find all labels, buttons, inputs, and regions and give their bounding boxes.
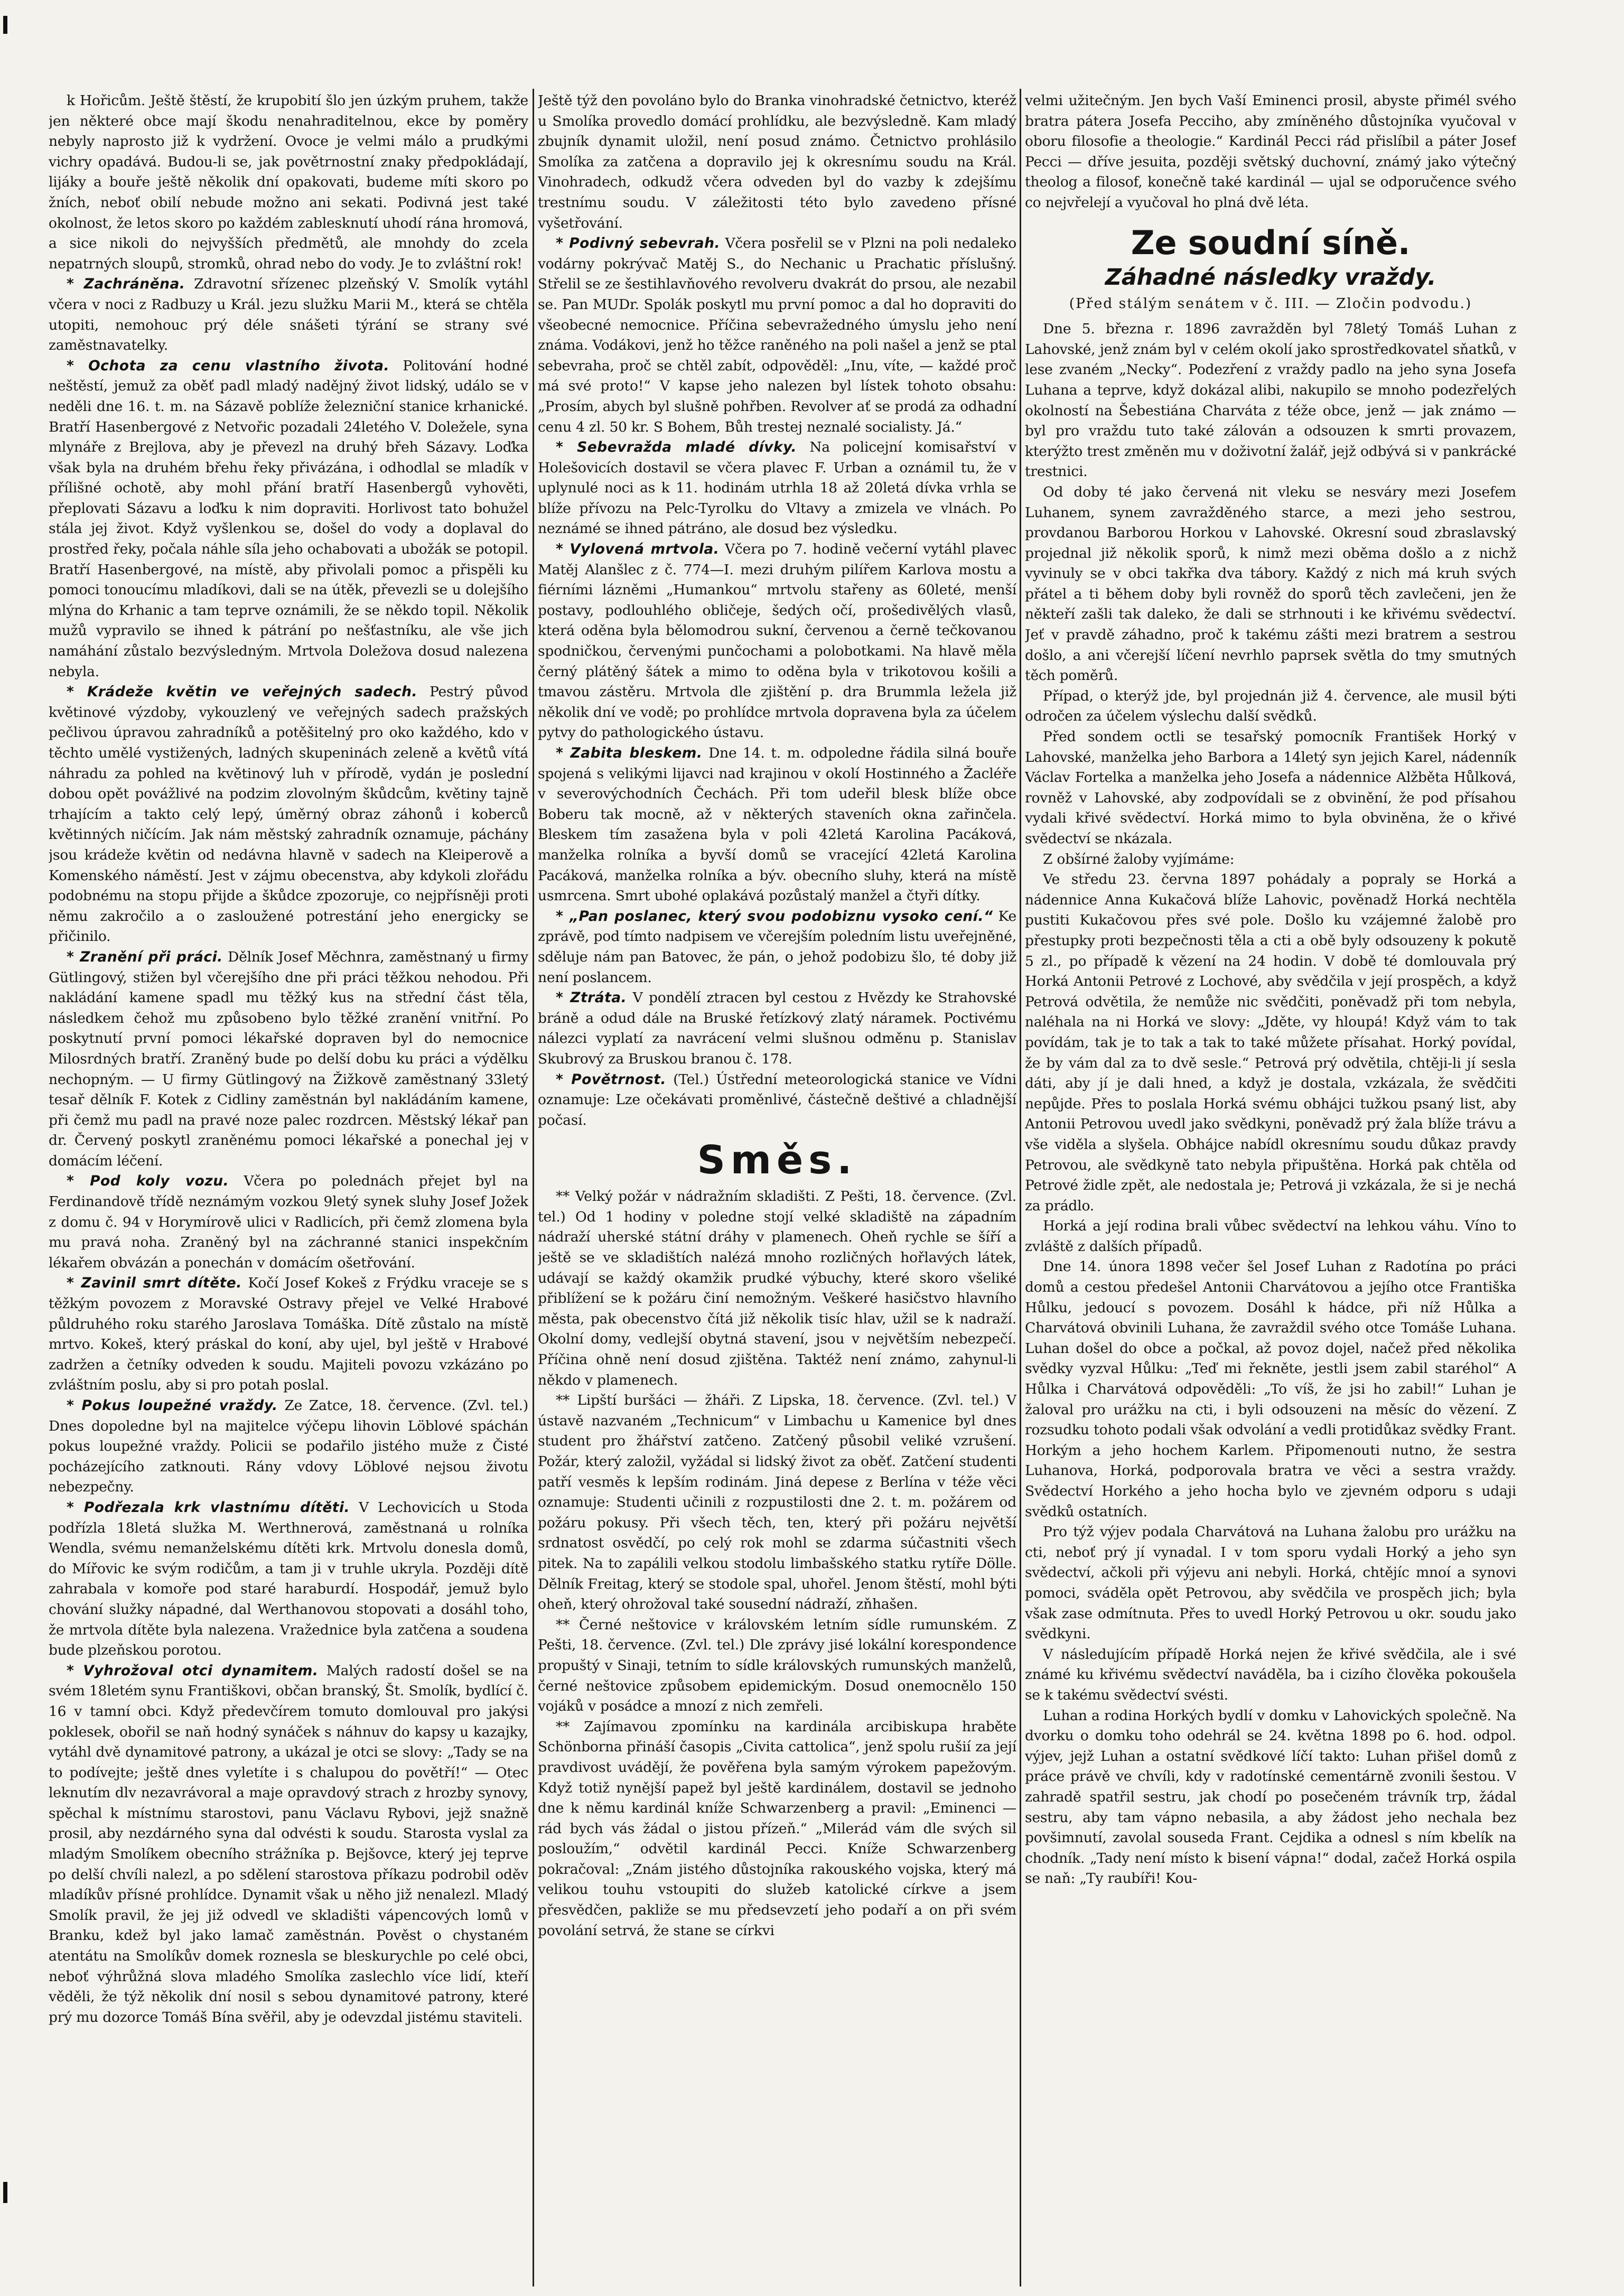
column-middle <box>538 91 1016 2283</box>
article-paragraph <box>1025 1522 1516 1645</box>
article-text: k Hořicům. Ještě štěstí, že krupobití šlo jen úzkým pruhem, takže jen některé obce mají škodu nenahraditelnou, ekce by poměry nebyly naprosto již k vydržení. Ovoce je velmi málo a prudkými vichry opadává. Budou-li se, jak povětrnostní znaky předpokládají, lijáky a bouře ještě několik dní opakovati, budeme míti skoro po žních, neboť obilí nebude možno ani sekati. Podivná jest také okolnost, že letos skoro po každém zablesknutí uhodí rána hromová, a sice nikoli do nejvyšších předmětů, ale mnohdy do zcela nepatrných sloupů, stromků, ohrad nebo do vody. Je to zvláštní rok! <box>49 92 528 272</box>
article-text: Včera po polednách přejet byl na Ferdinandově třídě neznámým vozkou 9letý synek sluhy Josef Jožek z domu č. 94 v Horymírově ulici v Radlicích, při čemž zlomena byla mu pravá noha. Zraněný byl na záchranné stanici inspekčním lékařem obvázán a ponechán v domácím ošetřování. <box>49 1173 528 1271</box>
article-text: Ze Zatce, 18. července. (Zvl. tel.) Dnes dopoledne byl na majitelce výčepu lihovin Löblové spáchán pokus loupežné vraždy. Policii se podařilo jistého muže z Čisté pocházejícího zatknouti. Rány vdovy Löblové nejsou životu nebezpečny. <box>49 1397 528 1496</box>
section-note: (Před stálým senátem v č. III. — Zločin podvodu.) <box>1069 295 1472 312</box>
article-paragraph <box>538 1390 1016 1615</box>
section-title-smes: Směs. <box>697 1137 857 1183</box>
article-text: V pondělí ztracen byl cestou z Hvězdy ke Strahovské bráně a odud dále na Bruské řetízkový zlatý náramek. Poctivému nálezci vyplatí za navrácení velmi slušnou odměnu p. Stanislav Skubrový za Bruskou branou č. 178. <box>538 990 1016 1067</box>
article-text: velmi užitečným. Jen bych Vaší Eminenci prosil, abyste přimél svého bratra pátera Josefa Pecciho, aby zmíněného důstojníka vyučoval v oboru filosofie a theologie.“ Kardinál Pecci rád přislíbil a páter Josef Pecci — dříve jesuita, později světský duchovní, známý jako výtečný theolog a filosof, konečně také kardinál — ujal se odporučence svého co nejvřelejí a vyučoval ho plná dvě léta. <box>1025 92 1516 211</box>
article-headline: * Podivný sebevrah. <box>556 235 721 252</box>
article-headline: * Ztráta. <box>556 990 627 1006</box>
article-paragraph <box>538 1187 1016 1390</box>
article-text: Luhan a rodina Horkých bydlí v domku v Lahovických společně. Na dvorku o domku toho odehrál se 24. května 1898 po 6. hod. odpol. výjev, jejž Luhan a ostatní svědkové líčí takto: Luhan přišel domů z práce právě ve chvíli, kdy v radotínské cementárně zvonili šestou. V zahradě spatřil sestru, jak chodí po posečeném trávník trp, žádal sestru, aby tam vápno nebasila, a aby žádost jeho nechala bez povšimnutí, zavolal souseda Frant. Cejdika a odnesl s ním kbelík na chodník. „Tady není místo k bisení vápna!“ dodal, začež Horká ospila se naň: „Ty raubíři! Kou- <box>1025 1707 1516 1887</box>
article-headline: * Sebevražda mladé dívky. <box>556 439 797 456</box>
article-paragraph <box>49 1396 528 1498</box>
article-headline: * Vyhrožoval otci dynamitem. <box>67 1662 319 1679</box>
article-headline: * Zachráněna. <box>67 276 185 293</box>
article-text: ** Černé neštovice v královském letním sídle rumunském. Z Pešti, 18. července. (Zvl. tel.) Dle zprávy jisé lokální korespondence propuštý v Sinaji, tetním to sídle královských rumunských manželů, černé neštovice způsobem epidemickým. Dosud onemocnělo 150 vojáků v posádce a mnozí z nich zemřeli. <box>538 1616 1016 1715</box>
article-paragraph <box>1025 686 1516 727</box>
column-right <box>1025 91 1516 2283</box>
article-paragraph <box>538 1615 1016 1717</box>
section-title: Ze soudní síně. <box>1131 223 1411 262</box>
article-headline: * Zavinil smrt dítěte. <box>67 1275 242 1292</box>
article-text: Od doby té jako červená nit vleku se nesváry mezi Josefem Luhanem, synem zavražděného starce, a mezi jeho sestrou, provdanou Barborou Horkou v Lahovské. Okresní soud zbraslavský projednal již několik sporů, k nimž mezi oběma došlo a z nichž vyvinuly se v obci takřka dva tábory. Každý z nich má kruh svých přátel a ti během doby byli rovněž do sporů těch zavlečeni, jen že někteří zašli tak daleko, že dali se strhnouti i ke křivému svědectví. Jeť v pravdě záhadno, proč k takému zášti mezi bratrem a sestrou došlo, a ani včerejší líčení nevrhlo paprsek světla do tmy smutných těch poměrů. <box>1025 483 1516 684</box>
article-headline: * „Pan poslanec, který svou podobiznu vysoko cení.“ <box>556 908 993 925</box>
article-paragraph <box>1025 870 1516 1216</box>
article-paragraph <box>49 947 528 1172</box>
article-paragraph <box>49 1661 528 2028</box>
article-paragraph <box>49 1498 528 1661</box>
article-headline: * Zabita bleskem. <box>556 745 703 761</box>
article-text: ** Velký požár v nádražním skladišti. Z Pešti, 18. července. (Zvl. tel.) Od 1 hodiny v poledne stojí velké skladiště na západním nádraží uherské státní dráhy v plamenech. Oheň rychle se šíří a ještě se ve skladištích nalézá mnoho rozličných hořlavých látek, udávají se každý okamžik prudké výbuchy, které skoro všeliké přiblížení se k požáru činí nemožným. Veškeré hasičstvo hlavního města, pak obecenstvo čítá již několik tisíc hlav, užil se k nadraží. Okolní domy, vedlejší obytná stavení, jsou v největším nebezpečí. Příčina ohně není dosud zjištěna. Taktéž není známo, zahynul-li někdo v plamenech. <box>538 1188 1016 1388</box>
article-text: Zdravotní sřízenec plzeňský V. Smolík vytáhl včera v noci z Radbuzy u Král. jezu služku Marii M., která se chtěla utopiti, nemohouc prý déle snášeti týrání se strany své zaměstnavatelky. <box>49 276 528 354</box>
article-text: Ještě týž den povoláno bylo do Branka vinohradské četnictvo, kteréž u Smolíka provedlo domácí prohlídku, ale bezvýsledně. Kam mladý zbujník dynamit uložil, není posud známo. Četnictvo prohlásilo Smolíka za zatčena a dopravilo jej k okresnímu soudu na Král. Vinohradech, odkudž včera odveden byl do vazby k zdejšímu trestnímu soudu. V záležitosti této bylo zavedeno přísné vyšetřování. <box>538 92 1016 231</box>
article-text: Včera posřelil se v Plzni na poli nedaleko vodárny pokrývač Matěj S., do Nechanic u Prachatic příslušný. Střelil se ze šestihlavňového revolveru dvakrát do prsou, ale nezabil se. Pan MUDr. Spolák poskytl mu první pomoc a dal ho dopraviti do všeobecné nemocnice. Příčina sebevražedného úmyslu jeho není známa. Vodákovi, jenž ho těžce raněného na poli našel a jenž se ptal sebevraha, proč se chtěl zabít, odpověděl: „Inu, víte, — každé proč má své proto!“ V kapse jeho nalezen byl lístek tohoto obsahu: „Prosím, abych byl slušně pohřben. Revolver ať se prodá za odhadní cenu 4 zl. 50 kr. S Bohem, Bůh trestej neznalé socialisty. Já.“ <box>538 235 1016 435</box>
article-text: Pestrý původ květinové výzdoby, vykouzlený ve veřejných sadech pražských pečlivou úpravou zahradníků a potěšitelný pro oko každého, kdo v těchto umělé vystižených, ladných skupeninách zeleně a květů vítá náhradu za pohled na květinový luh v přírodě, vydán je poslední dobou opět povážlivé na podzim zlovolným škůdcům, květiny tajně trhajícím a takto celý lepý, úměrný obraz záhonů i koberců květinných ničícím. Jak nám městský zahradník oznamuje, páchány jsou krádeže květin od nedávna hlavně v sadech na Kleiperově a Komenského náměstí. Jest v zájmu obecenstva, aby kdykoli zlořádu podobnému na stopu přijde a škůdce zpozoruje, co nejpřísněji proti němu zakročilo a o zasloužené potrestání jeho energicky se přičinilo. <box>49 684 528 945</box>
article-text: ** Lipští buršáci — žháři. Z Lipska, 18. července. (Zvl. tel.) V ústavě nazvaném „Technicum“ v Limbachu u Kamenice byl dnes student pro žhářství zatčeno. Zatčený působil veliké vzrušení. Požár, který založil, vyžádal si lidský život za oběť. Zatčení studenti patří vesměs k lepším rodinám. Jiná depese z Berlína v téže věci oznamuje: Studenti učinili z rozpustilosti dne 2. t. m. požárem od požáru pokusy. Při všech těch, ten, který při požáru největší srdnatost osvědčí, po celý rok mohl se zdarma súčastniti všech pitek. Na to zapálili velkou stodolu limbašského statku rytíře Dölle. Dělník Freitag, který se stodole spal, uhořel. Jenom štěstí, mohl býti oheň, který ohrožoval také sousední nádraží, zňhašen. <box>538 1392 1016 1613</box>
article-text: (Tel.) Ústřední meteorologická stanice ve Vídni oznamuje: Lze očekávati proměnlivé, částečně deštivé a chladnější počasí. <box>538 1071 1016 1128</box>
article-text: Dne 5. března r. 1896 zavražděn byl 78letý Tomáš Luhan z Lahovské, jenž znám byl v celém okolí jako sprostředkovatel sňatků, v lese zvaném „Necky“. Podezření z vraždy padlo na jeho syna Josefa Luhana a teprve, když dokázal alibi, nakupilo se mnoho podezřelých okolností na Šebestiána Charváta z téže obce, jenž — jak známo — byl pro vraždu tuto také zálován a odsouzen k smrti provazem, kterýžto trest změněn mu v doživotní žalář, jejž odbývá si v pankrácké trestnici. <box>1025 321 1516 480</box>
article-text: Včera po 7. hodině večerní vytáhl plavec Matěj Alanšlec z č. 774—I. mezi druhým pilířem Karlova mostu a fiérními lázněmi „Humankou“ mrtvolu stařeny as 60leté, menší postavy, podlouhlého obličeje, šedých očí, prošedivělých vlasů, která oděna byla bělomodrou sukní, červenou a černě tečkovanou spodničkou, červenými punčochami a polobotkami. Na hlavě měla černý plátěný šátek a mimo to oděna byla v trikotovou košili a tmavou zástěru. Mrtvola dle zjištění p. dra Brummla ležela již několik dní ve vodě; po prohlídce mrtvola dopravena byla za účelem pytvy do pathologického ústavu. <box>538 541 1016 741</box>
article-paragraph <box>538 234 1016 437</box>
article-text: Na policejní komisařství v Holešovicích dostavil se včera plavec F. Urban a oznámil tu, že v uplynulé noci as k 11. hodinám utrhla 18 až 20letá dívka vrhla se blíže přívozu na Pelc-Tyrolku do Vltavy a zmizela ve vlnách. Po neznámé se ihned pátráno, ale dosud bez výsledku. <box>538 439 1016 537</box>
article-headline: * Ochota za cenu vlastního života. <box>67 357 390 374</box>
article-text: Malých radostí došel se na svém 18letém synu Františkovi, občan branský, Št. Smolík, bydlící č. 16 v tamní obci. Když předevčírem tomuto domlouval pro jakýsi poklesek, obořil se naň hodný synáček s náhnuv do kapsy u kazajky, vytáhl dvě dynamitové patrony, a ukázal je otci se slovy: „Tady se na to podívejte; ještě dnes vyletíte i s chalupou do povětří!“ — Otec leknutím dlv nezavrávoral a maje opravdový strach z hrozby synovy, spěchal k místnímu starostovi, panu Václavu Rybovi, jejž snažně prosil, aby nezdárného syna dal odvésti k soudu. Starosta vyslal za mladým Smolíkem obecního strážníka p. Bejšovce, který jej teprve po delší chvíli nalezl, a po sdělení starostova příkazu podrobil oděv mladíkův přísné prohlídce. Dynamit však u něho již nenalezl. Mladý Smolík pravil, že jej již odvedl ve skladišti vápencových lomů v Branku, kdež byl jako lamač zaměstnán. Pověst o chystaném atentátu na Smolíkův domek roznesla se bleskurychle po celé obci, neboť výhrůžná slova mladého Smolíka zaslechlo více lidí, kteří věděli, že týž několik dní nosil s sebou dynamitové patrony, které prý mu dozorce Tomáš Bína svěřil, aby je odevzdal jistému staviteli. <box>49 1662 528 2026</box>
article-paragraph <box>49 682 528 947</box>
article-paragraph <box>1025 91 1516 213</box>
article-paragraph <box>1025 727 1516 850</box>
article-text: Dne 14. t. m. odpoledne řádila silná bouře spojená s velikými lijavci nad krajinou v okolí Hostinného a Žacléře v severovýchodních Čechách. Při tom udeřil blesk blíže obce Boberu tak mocně, až v některých staveních okna zařinčela. Bleskem tím zasažena byla v poli 42letá Karolina Pacáková, manželka rolníka a byvší domů se vracející 42letá Karolina Pacáková, manželka rolníka a býv. obecního sluhy, která na místě usmrcena. Smrt ubohé oplakává pozůstalý manžel a čtyři dítky. <box>538 745 1016 904</box>
article-text: V Lechovicích u Stoda podřízla 18letá služka M. Werthnerová, zaměstnaná u rolníka Wendla, svému nemanželskému dítěti krk. Mrtvolu donesla domů, do Mířovic ke svým rodičům, a tam ji v truhle ukryla. Později dítě zahrabala v komoře pod staré haraburdí. Hospodář, jemuž bylo chování služky nápadné, dal Werthanovou stopovati a dosáhl toho, že mrtvola dítěte byla nalezena. Vražednice byla zatčena a soudena bude plzeňskou porotou. <box>49 1499 528 1659</box>
article-headline: * Krádeže květin ve veřejných sadech. <box>67 684 418 701</box>
article-text: Ve středu 23. června 1897 pohádaly a popraly se Horká a nádennice Anna Kukačová blíže Lahovic, pověnadž Horká nechtěla pustiti Kukačovou přes své pole. Došlo ku vzájemné žalobě pro přestupky proti bezpečnosti těla a cti a obě byly odsouzeny k pokutě 5 zl., po případě k vězení na 24 hodin. V době té domlouvala prý Horká Antonii Petrové z Lochové, aby svědčila v její prospěch, a když Petrová odvětila, že nemůže nic svědčiti, poněvadž při tom nebyla, naléhala na ni Horká ve slovy: „Jděte, vy hloupá! Když vám to tak povídám, tak je to tak a tak to také můžete přísahat. Horký povídal, že by vám dal za to dvě sesle.“ Petrová prý odvětila, chtěji-li jí sesla dáti, aby jí je dali hned, a když je dostala, vzkázala, že svědčiti nepůjde. Přes to poslala Horká svému obhájci tužkou psaný list, aby Antonii Petrovou uvedl jako svědkyni, poněvadž prý žala blíže trávu a vše viděla a slyšela. Obhájce nabídl okresnímu soudu důkaz pravdy Petrovou, ale svědkyně tato nebyla připuštěna. Horká pak chtěla od Petrové židle zpět, ale nedostala je; Petrová ji vzkázala, že si je nechá za prádlo. <box>1025 871 1516 1214</box>
article-paragraph <box>1025 319 1516 482</box>
article-text: Ke zprávě, pod tímto nadpisem ve včerejším poledním listu uveřejněné, sděluje nám pan Batovec, že pán, o jehož podobizu šlo, té doby již není poslancem. <box>538 908 1016 986</box>
article-paragraph <box>49 1273 528 1396</box>
article-paragraph <box>1025 850 1516 870</box>
article-paragraph <box>538 1717 1016 1942</box>
article-paragraph <box>1025 1706 1516 1889</box>
article-headline: * Podřezala krk vlastnímu dítěti. <box>67 1499 350 1516</box>
article-headline: * Zranění při práci. <box>67 948 223 965</box>
article-paragraph <box>538 743 1016 907</box>
article-text: Horká a její rodina brali vůbec svědectví na lehkou váhu. Víno to zvláště z dalších případů. <box>1025 1218 1516 1255</box>
article-paragraph <box>49 1171 528 1273</box>
article-paragraph <box>538 1070 1016 1131</box>
article-paragraph <box>1025 1257 1516 1522</box>
article-headline: * Pod koly vozu. <box>67 1173 229 1190</box>
article-text: Dělník Josef Měchnra, zaměstnaný u firmy Gütlingový, stižen byl včerejšího dne při práci těžkou nehodou. Při nakládání kamene spadl mu těžký kus na střední část těla, následkem čehož mu způsobeno bylo těžké zranění vnitřní. Po poskytnutí první pomoci lékařské dopraven byl do nemocnice Milosrdných bratří. Zraněný bude po delší dobu ku práci a výdělku nechopným. — U firmy Gütlingový na Žižkově zaměstnaný 33letý tesař dělník F. Kotek z Cidliny zaměstnán byl nakládáním kamene, při čemž mu padl na pravé noze palec rozdrcen. Městský lékař pan dr. Červený poskytl zraněnému pomoci lékařské a ponechal jej v domácím léčení. <box>49 948 528 1169</box>
column-left <box>49 91 528 2283</box>
article-paragraph <box>538 91 1016 234</box>
article-paragraph <box>538 907 1016 988</box>
article-text: Z obšírné žaloby vyjímáme: <box>1043 851 1235 867</box>
article-text: Pro týž výjev podala Charvátová na Luhana žalobu pro urážku na cti, neboť prý jí vynadal. I v tom sporu vydali Horký a jeho syn svědectví, ačkoli při výjevu ani nebyli. Horká, chtějíc mnoí a synovi pomoci, sváděla opět Petrovou, aby svědčila ve prospěch jich; byla však zase odmítnuta. Přes to uvedl Horký Petrovou u okr. soudu jako svědkyni. <box>1025 1524 1516 1642</box>
article-text: Politování hodné neštěstí, jemuž za oběť padl mladý nadějný život lidský, událo se v neděli dne 16. t. m. na Sázavě poblíže železniční stanice krhanické. Bratří Hasenbergové z Netvořic pozadali 24letého V. Doležele, syna mlynáře z Brejlova, aby je převezl na druhý břeh Sázavy. Loďka však byla na druhém břehu řeky přivázána, i odhodlal se mladík v přílišné ochotě, aby mohl přání bratří Hasenbergů vyhověti, přeplovati Sázavu a loďku k nim dopraviti. Horlivost tato bohužel stála jej život. Když vyšlenkou se, došel do vody a doplaval do prostřed řeky, počala náhle síla jeho ochabovati a ubožák se potopil. Bratří Hasenbergové, na místě, aby přivolali pomoc a přispěli ku pomoci tonoucímu mladíkovi, dali se na útěk, převezli se u dolejšího mlýna do Krhanic a tam teprve oznámili, že se někdo topil. Několik mužů vypravilo se ihned k pátrání po nešťastníku, ale vše jich namáhání zůstalo bezvýsledným. Mrtvola Doležova dosud nalezena nebyla. <box>49 357 528 680</box>
article-text: Případ, o kterýž jde, byl projednán již 4. července, ale musil býti odročen za účelem výslechu další svědků. <box>1025 687 1516 725</box>
column-rule-left <box>533 89 534 2286</box>
article-text: V následujícím případě Horká nejen že křivé svědčila, ale i své známé ku křivému svědectví naváděla, ba i cizího člověka pokoušela se k takému svědectví svésti. <box>1025 1646 1516 1703</box>
article-text: Dne 14. února 1898 večer šel Josef Luhan z Radotína po práci domů a cestou předešel Antonii Charvátovou a jejího otce Františka Hůlku, jedoucí s povozem. Dosáhl k hádce, při níž Hůlka a Charvátová obvinili Luhana, že zavraždil svého otce Tomáše Luhana. Luhan došel do obce a počkal, až povoz dojel, načež před několika svědky vyzval Hůlku: „Teď mi řekněte, jestli jsem zabil staréhol“ A Hůlka i Charvátová odpověděli: „To víš, že jsi ho zabil!“ Luhan je žaloval pro urážku na cti, i byli odsouzeni na měsíc do vězení. Z rozsudku tohoto podali však odvolání a vedli protidůkaz svědky Frant. Horkým a jeho hochem Karlem. Připomenouti nutno, že sestra Luhanova, Horká, podporovala bratra ve věci a sestra vraždy. Svědectví Horkého a jeho hocha bylo ve zjevném odporu s udaji svědků ostatních. <box>1025 1258 1516 1520</box>
edge-mark-bottom <box>3 2182 7 2203</box>
article-paragraph <box>1025 1645 1516 1706</box>
article-paragraph <box>1025 1216 1516 1257</box>
article-text: Kočí Josef Kokeš z Frýdku vraceje se s těžkým povozem z Moravské Ostravy přejel ve Velké Hrabové půldruhého roku starého Jaroslava Tomáška. Dítě zůstalo na místě mrtvo. Kokeš, který práskal do koní, aby ujel, byl ještě v Hrabové zadržen a četníky odveden k soudu. Majiteli povozu vzkázáno po zvláštním poslu, aby si pro potah poslal. <box>49 1275 528 1394</box>
article-headline: * Pokus loupežné vraždy. <box>67 1397 278 1414</box>
article-headline: * Vylovená mrtvola. <box>556 541 720 558</box>
article-paragraph <box>49 91 528 274</box>
article-headline: * Povětrnost. <box>556 1071 666 1088</box>
article-paragraph <box>49 356 528 683</box>
article-text: Před sondem octli se tesařský pomocník František Horký v Lahovské, manželka jeho Barbora a 14letý syn jejich Karel, nádenník Václav Fortelka a manželka jeho Josefa a nádennice Alžběta Hůlková, rovněž v Lahovské, aby zodpovídali se z obvinění, že pod přísahou vydali křivé svědectví. Horká mimo to byla obviněna, že o křivé svědectví se nkázala. <box>1025 729 1516 847</box>
article-paragraph <box>49 274 528 356</box>
article-text: ** Zajímavou zpomínku na kardinála arcibiskupa hraběte Schönborna přináší časopis „Civita cattolica“, jenž spolu rušií za její pravdivost uvádějí, že pověřena byla samým výrokem papežovým. Když totiž nynější papež byl ještě kardinálem, dostavil se jednoho dne k němu kardinál kníže Schwarzenberg a pravil: „Eminenci — rád bych vás žádal o jistou přízeň.“ „Milerád vám dle svých sil posloužím,“ odvětil kardinál Pecci. Kníže Schwarzenberg pokračoval: „Znám jistého důstojníka rakouského vojska, který má velikou touhu vstoupiti do služeb katolické církve a jsem přesvědčen, pakliže se mu předsevzetí jeho podaří a on při svém povolání setrvá, že stane se církvi <box>538 1718 1016 1939</box>
article-paragraph <box>538 437 1016 539</box>
column-rule-right <box>1020 89 1021 2286</box>
section-subtitle: Záhadné následky vraždy. <box>1105 264 1436 291</box>
article-paragraph <box>538 539 1016 743</box>
article-paragraph <box>538 988 1016 1069</box>
edge-mark-top <box>3 16 7 34</box>
article-paragraph <box>1025 482 1516 686</box>
